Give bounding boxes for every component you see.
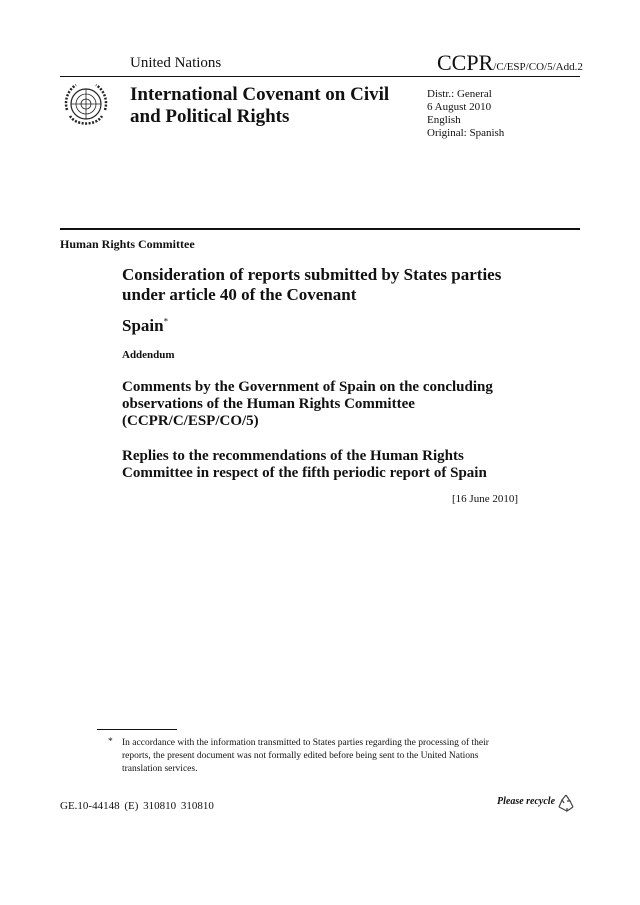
country-heading xyxy=(122,316,522,336)
covenant-title: International Covenant on Civil and Political Rights xyxy=(130,84,390,127)
distribution-line: 6 August 2010 xyxy=(427,101,492,113)
recycle-label: Please recycle xyxy=(497,796,556,807)
un-emblem-icon xyxy=(60,80,112,132)
replies-heading: Replies to the recommendations of the Human Rights Committee in respect of the fifth periodic report of Spain xyxy=(122,448,487,481)
document-date: [16 June 2010] xyxy=(452,493,518,505)
distribution-line: Distr.: General xyxy=(427,88,492,100)
distribution-info xyxy=(427,88,504,140)
comments-heading: Comments by the Government of Spain on the concluding observations of the Human Rights Committee (CCPR/C/ESP/CO/5) xyxy=(122,379,493,429)
section-rule xyxy=(60,228,580,230)
header-rule xyxy=(60,76,580,77)
footnote-mark: * xyxy=(108,737,113,747)
symbol-main: CCPR xyxy=(437,50,494,75)
recycle-icon xyxy=(555,792,577,814)
distribution-line: Original: Spanish xyxy=(427,127,505,139)
distribution-line: English xyxy=(427,114,461,126)
job-number: GE.10-44148 (E) 310810 310810 xyxy=(60,800,214,812)
document-symbol xyxy=(437,50,583,76)
symbol-sub: /C/ESP/CO/5/Add.2 xyxy=(493,61,583,73)
country-name: Spain xyxy=(122,316,164,335)
committee-name: Human Rights Committee xyxy=(60,237,195,251)
footnote-text: In accordance with the information transmitted to States parties regarding the processing of their reports, the present document was not formally edited before being sent to the United Nations translation services. xyxy=(122,738,489,774)
organization-label: United Nations xyxy=(130,55,222,71)
footnote-rule xyxy=(97,729,177,730)
country-footnote-mark: * xyxy=(163,316,169,327)
addendum-label: Addendum xyxy=(122,349,175,361)
main-heading: Consideration of reports submitted by States parties under article 40 of the Covenant xyxy=(122,265,502,304)
